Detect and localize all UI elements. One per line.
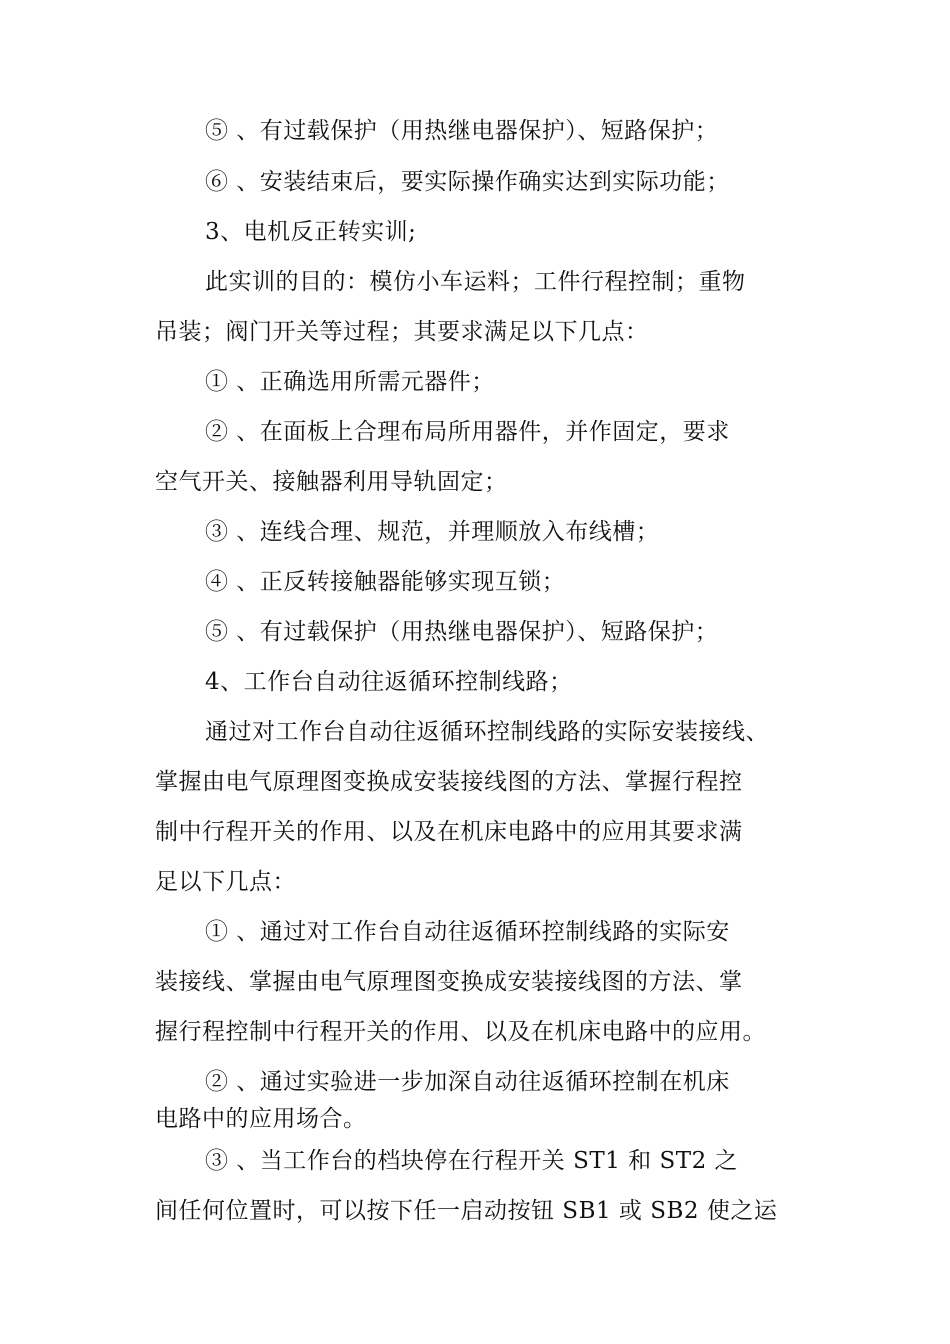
section-heading-4: 4、工作台自动往返循环控制线路； (205, 669, 573, 695)
list-item-goal-1-line-2: 装接线、掌握由电气原理图变换成安装接线图的方法、掌 (155, 969, 743, 995)
list-item-goal-1-line-1: ① 、通过对工作台自动往返循环控制线路的实际安 (205, 919, 730, 945)
section-heading-3: 3、电机反正转实训; (205, 219, 417, 245)
paragraph-purpose-line-2: 吊装；阀门开关等过程；其要求满足以下几点： (155, 319, 649, 345)
paragraph-intro-line-3: 制中行程开关的作用、以及在机床电路中的应用其要求满 (155, 819, 743, 845)
paragraph-purpose-line-1: 此实训的目的：模仿小车运料；工件行程控制；重物 (205, 269, 746, 295)
list-item-goal-1-line-3: 握行程控制中行程开关的作用、以及在机床电路中的应用。 (155, 1019, 766, 1045)
list-item-interlock: ④ 、正反转接触器能够实现互锁； (205, 569, 566, 595)
list-item-goal-3-line-2: 间任何位置时，可以按下任一启动按钮 SB1 或 SB2 使之运 (155, 1198, 778, 1224)
list-item-goal-2-line-1: ② 、通过实验进一步加深自动往返循环控制在机床 (205, 1069, 730, 1095)
list-item-overload-protection-1: ⑤ 、有过载保护（用热继电器保护）、短路保护； (205, 118, 719, 144)
list-item-goal-2-line-2: 电路中的应用场合。 (155, 1106, 367, 1132)
list-item-goal-3-line-1: ③ 、当工作台的档块停在行程开关 ST1 和 ST2 之 (205, 1148, 739, 1174)
list-item-select-components: ① 、正确选用所需元器件； (205, 369, 495, 395)
paragraph-intro-line-1: 通过对工作台自动往返循环控制线路的实际安装接线、 (205, 719, 769, 745)
list-item-wiring: ③ 、连线合理、规范，并理顺放入布线槽； (205, 519, 660, 545)
paragraph-intro-line-2: 掌握由电气原理图变换成安装接线图的方法、掌握行程控 (155, 769, 743, 795)
list-item-overload-protection-2: ⑤ 、有过载保护（用热继电器保护）、短路保护； (205, 619, 719, 645)
paragraph-intro-line-4: 足以下几点： (155, 869, 296, 895)
list-item-panel-layout-line-2: 空气开关、接触器利用导轨固定； (155, 469, 508, 495)
list-item-panel-layout-line-1: ② 、在面板上合理布局所用器件，并作固定，要求 (205, 419, 730, 445)
list-item-post-install-test: ⑥ 、安装结束后，要实际操作确实达到实际功能； (205, 169, 730, 195)
